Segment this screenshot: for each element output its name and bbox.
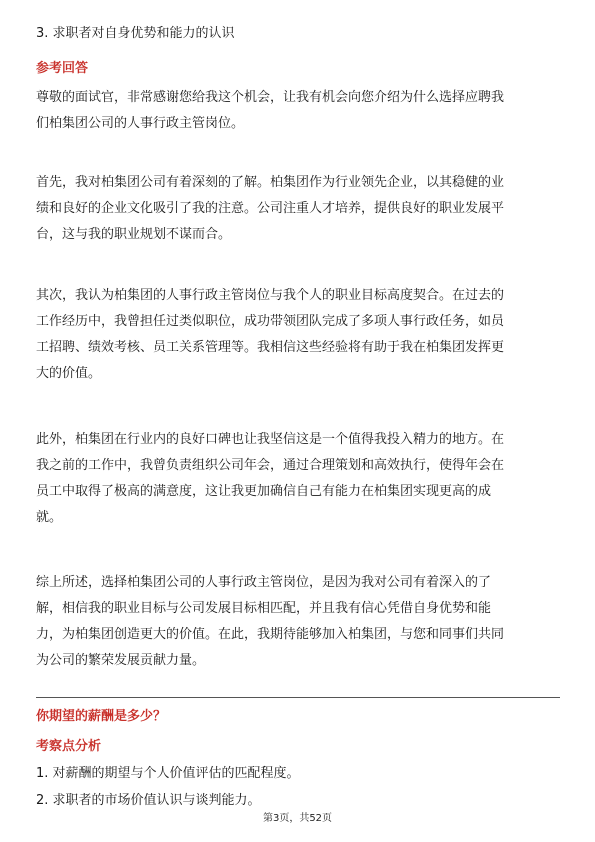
paragraph-line: 大的价值。 bbox=[36, 366, 102, 381]
answer-paragraph bbox=[36, 427, 560, 531]
paragraph-line: 绩和良好的企业文化吸引了我的注意。公司注重人才培养，提供良好的职业发展平 bbox=[36, 201, 505, 216]
paragraph-line: 综上所述，选择柏集团公司的人事行政主管岗位，是因为我对公司有着深入的了 bbox=[36, 575, 492, 590]
salary-question-heading: 你期望的薪酬是多少？ bbox=[36, 709, 167, 724]
paragraph-line: 我之前的工作中，我曾负责组织公司年会，通过合理策划和高效执行，使得年会在 bbox=[36, 458, 505, 473]
paragraph-line: 解，相信我的职业目标与公司发展目标相匹配，并且我有信心凭借自身优势和能 bbox=[36, 601, 492, 616]
paragraph-line: 工作经历中，我曾担任过类似职位，成功带领团队完成了多项人事行政任务，如员 bbox=[36, 314, 505, 329]
paragraph-line: 其次，我认为柏集团的人事行政主管岗位与我个人的职业目标高度契合。在过去的 bbox=[36, 288, 505, 303]
analysis-label: 考察点分析 bbox=[36, 739, 102, 754]
paragraph-line: 尊敬的面试官，非常感谢您给我这个机会，让我有机会向您介绍为什么选择应聘我 bbox=[36, 90, 505, 105]
paragraph-line: 首先，我对柏集团公司有着深刻的了解。柏集团作为行业领先企业，以其稳健的业 bbox=[36, 175, 505, 190]
analysis-item: 2. 求职者的市场价值认识与谈判能力。 bbox=[36, 793, 261, 808]
paragraph-line: 为公司的繁荣发展贡献力量。 bbox=[36, 653, 206, 668]
paragraph-line: 们柏集团公司的人事行政主管岗位。 bbox=[36, 116, 245, 131]
page-footer: 第3页，共52页 bbox=[262, 813, 333, 824]
paragraph-line: 此外，柏集团在行业内的良好口碑也让我坚信这是一个值得我投入精力的地方。在 bbox=[36, 432, 505, 447]
question-heading: 3. 求职者对自身优势和能力的认识 bbox=[36, 26, 235, 41]
answer-paragraph bbox=[36, 283, 560, 387]
reference-answer-label: 参考回答 bbox=[36, 61, 89, 76]
paragraph-line: 台，这与我的职业规划不谋而合。 bbox=[36, 227, 232, 242]
paragraph-line: 员工中取得了极高的满意度，这让我更加确信自己有能力在柏集团实现更高的成 bbox=[36, 484, 492, 499]
section-divider bbox=[36, 697, 560, 698]
answer-paragraph bbox=[36, 85, 560, 137]
paragraph-line: 力，为柏集团创造更大的价值。在此，我期待能够加入柏集团，与您和同事们共同 bbox=[36, 627, 505, 642]
analysis-item: 1. 对薪酬的期望与个人价值评估的匹配程度。 bbox=[36, 766, 300, 781]
answer-paragraph bbox=[36, 570, 560, 674]
answer-paragraph bbox=[36, 170, 560, 248]
paragraph-line: 就。 bbox=[36, 510, 63, 525]
paragraph-line: 工招聘、绩效考核、员工关系管理等。我相信这些经验将有助于我在柏集团发挥更 bbox=[36, 340, 505, 355]
